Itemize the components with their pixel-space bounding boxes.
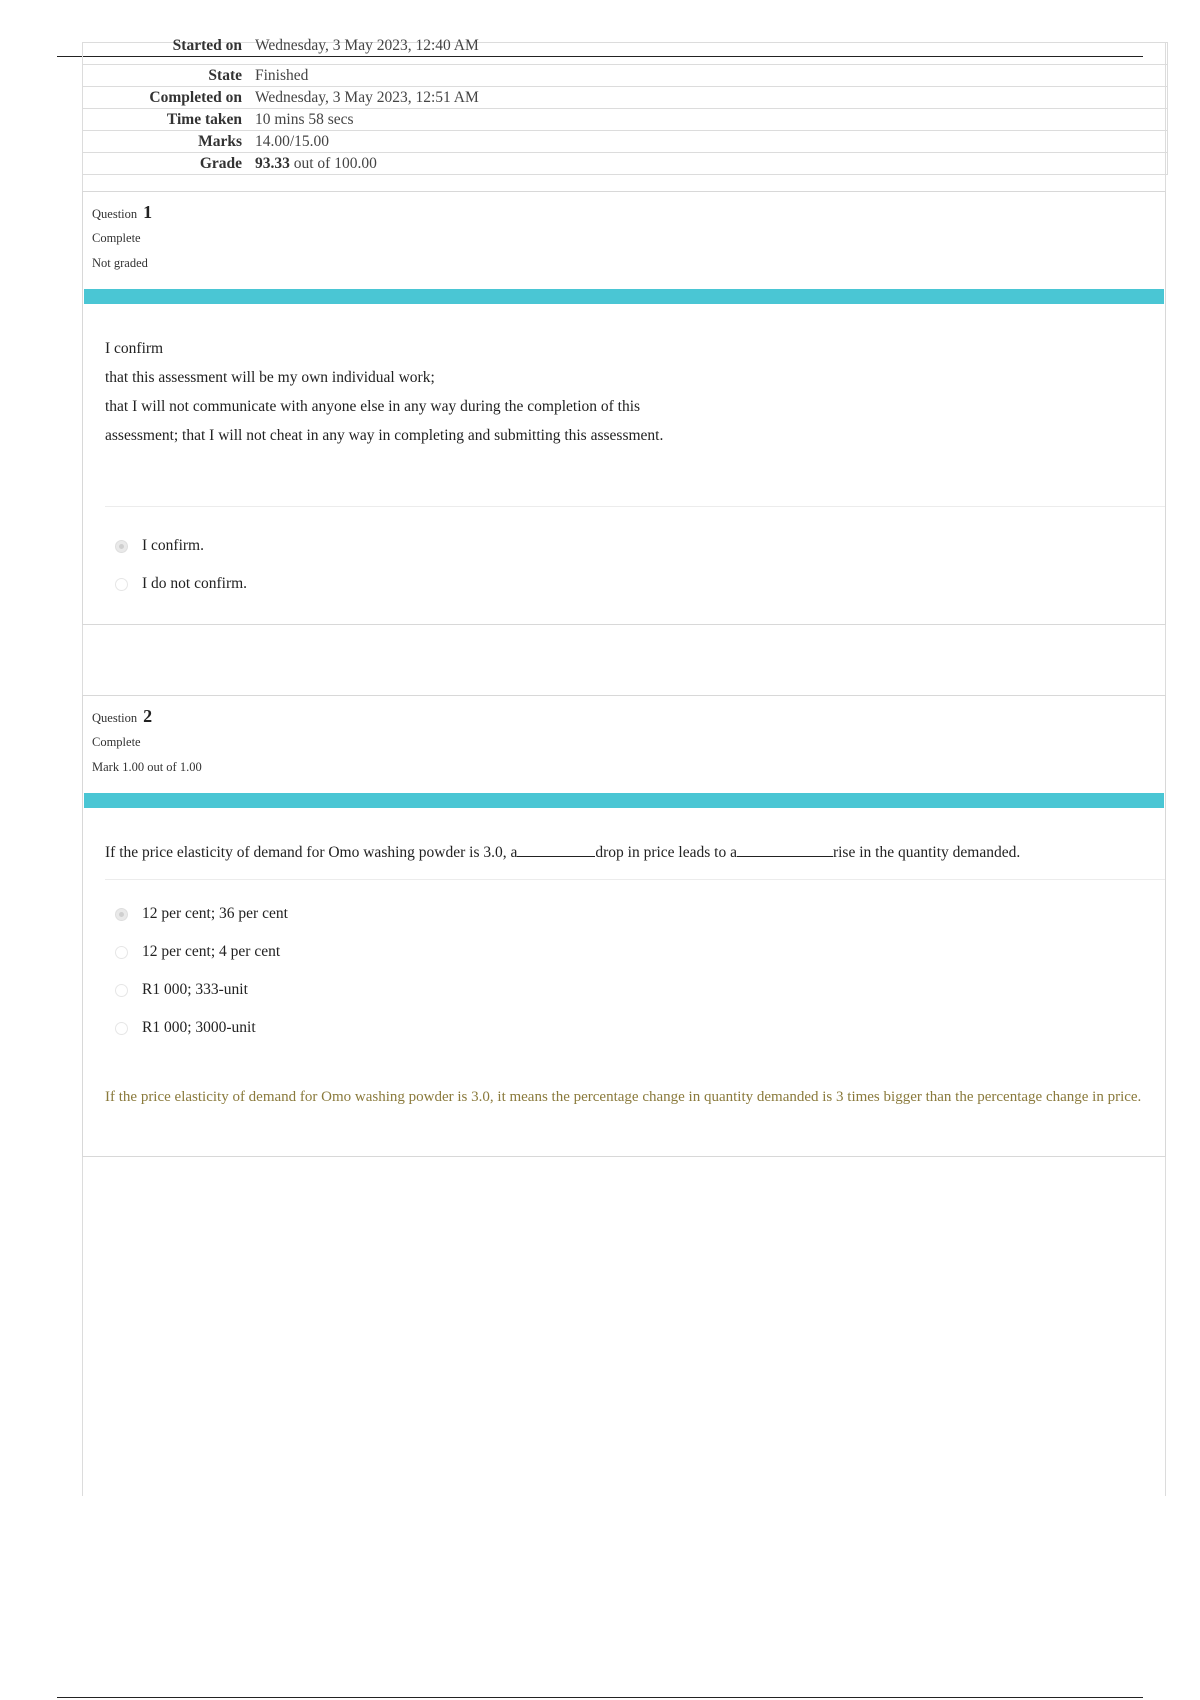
question-2-answers bbox=[83, 880, 1165, 1047]
question-2-answer-1[interactable] bbox=[115, 895, 1165, 933]
completed-label: Completed on bbox=[149, 88, 242, 106]
radio-selected-icon[interactable] bbox=[115, 540, 128, 553]
question-1-block bbox=[82, 191, 1166, 625]
question-1-grading: Not graded bbox=[92, 256, 148, 270]
question-1-answers bbox=[83, 507, 1165, 603]
state-value: Finished bbox=[255, 66, 309, 84]
grade-value: 93.33 bbox=[255, 154, 290, 172]
answer-label: R1 000; 3000-unit bbox=[142, 1019, 256, 1036]
radio-selected-icon[interactable] bbox=[115, 908, 128, 921]
question-2-text-part-3: rise in the quantity demanded. bbox=[832, 844, 1021, 861]
question-2-answer-3[interactable] bbox=[115, 971, 1165, 1009]
question-1-line-3: that I will not communicate with anyone else in any way during the completion of this bbox=[105, 398, 641, 415]
grade-suffix: out of 100.00 bbox=[289, 154, 377, 172]
question-1-text bbox=[83, 304, 1165, 450]
blank-2 bbox=[737, 844, 833, 857]
question-2-text-part-2: drop in price leads to a bbox=[595, 844, 737, 861]
question-1-line-2: that this assessment will be my own individual work; bbox=[105, 369, 435, 386]
started-label: Started on bbox=[172, 36, 242, 54]
question-1-info bbox=[83, 192, 1165, 289]
question-2-text bbox=[83, 808, 1165, 867]
radio-icon[interactable] bbox=[115, 984, 128, 997]
question-2-number: 2 bbox=[143, 706, 153, 726]
summary-row-started bbox=[83, 36, 1167, 65]
state-label: State bbox=[208, 66, 242, 84]
question-2-text-part-1: If the price elasticity of demand for Omo washing powder is 3.0, a bbox=[105, 844, 518, 861]
question-1-answer-1[interactable] bbox=[115, 527, 1165, 565]
summary-row-marks bbox=[83, 131, 1167, 153]
answer-label: R1 000; 333-unit bbox=[142, 981, 248, 998]
question-2-mark: Mark 1.00 out of 1.00 bbox=[92, 760, 202, 774]
question-1-line-4: assessment; that I will not cheat in any way in completing and submitting this assessment. bbox=[105, 427, 664, 444]
started-value: Wednesday, 3 May 2023, 12:40 AM bbox=[255, 36, 479, 54]
footer-rule bbox=[57, 1697, 1143, 1698]
question-2-answer-4[interactable] bbox=[115, 1009, 1165, 1047]
question-2-status: Complete bbox=[92, 735, 141, 749]
radio-icon[interactable] bbox=[115, 1022, 128, 1035]
question-2-block bbox=[82, 695, 1166, 1157]
answer-label: I confirm. bbox=[142, 537, 204, 554]
grade-value-wrap bbox=[255, 155, 377, 173]
question-1-status: Complete bbox=[92, 231, 141, 245]
completed-value: Wednesday, 3 May 2023, 12:51 AM bbox=[255, 88, 479, 106]
question-1-accent-bar bbox=[84, 289, 1164, 304]
summary-row-state bbox=[83, 65, 1167, 87]
attempt-summary-table bbox=[82, 36, 1168, 175]
summary-row-time bbox=[83, 109, 1167, 131]
answer-label: I do not confirm. bbox=[142, 575, 248, 592]
question-2-accent-bar bbox=[84, 793, 1164, 808]
question-1-answer-2[interactable] bbox=[115, 565, 1165, 603]
radio-icon[interactable] bbox=[115, 946, 128, 959]
question-2-feedback: If the price elasticity of demand for Omo washing powder is 3.0, it means the percentage change in quantity demanded is 3 times bigger than the percentage change in price. bbox=[105, 1089, 1142, 1105]
time-value: 10 mins 58 secs bbox=[255, 110, 354, 128]
radio-icon[interactable] bbox=[115, 578, 128, 591]
marks-value: 14.00/15.00 bbox=[255, 132, 330, 150]
blank-1 bbox=[517, 844, 595, 857]
grade-label: Grade bbox=[199, 154, 242, 172]
question-1-heading bbox=[92, 202, 1156, 223]
marks-label: Marks bbox=[198, 132, 242, 150]
summary-row-grade bbox=[83, 153, 1167, 175]
answer-label: 12 per cent; 4 per cent bbox=[142, 943, 281, 960]
question-2-heading bbox=[92, 706, 1156, 727]
summary-row-completed bbox=[83, 87, 1167, 109]
time-label: Time taken bbox=[166, 110, 242, 128]
question-2-word: Question bbox=[92, 711, 138, 725]
answer-label: 12 per cent; 36 per cent bbox=[142, 905, 288, 922]
question-2-answer-2[interactable] bbox=[115, 933, 1165, 971]
question-2-info bbox=[83, 696, 1165, 793]
question-1-word: Question bbox=[92, 207, 138, 221]
question-1-number: 1 bbox=[143, 202, 153, 222]
question-1-line-1: I confirm bbox=[105, 340, 164, 357]
